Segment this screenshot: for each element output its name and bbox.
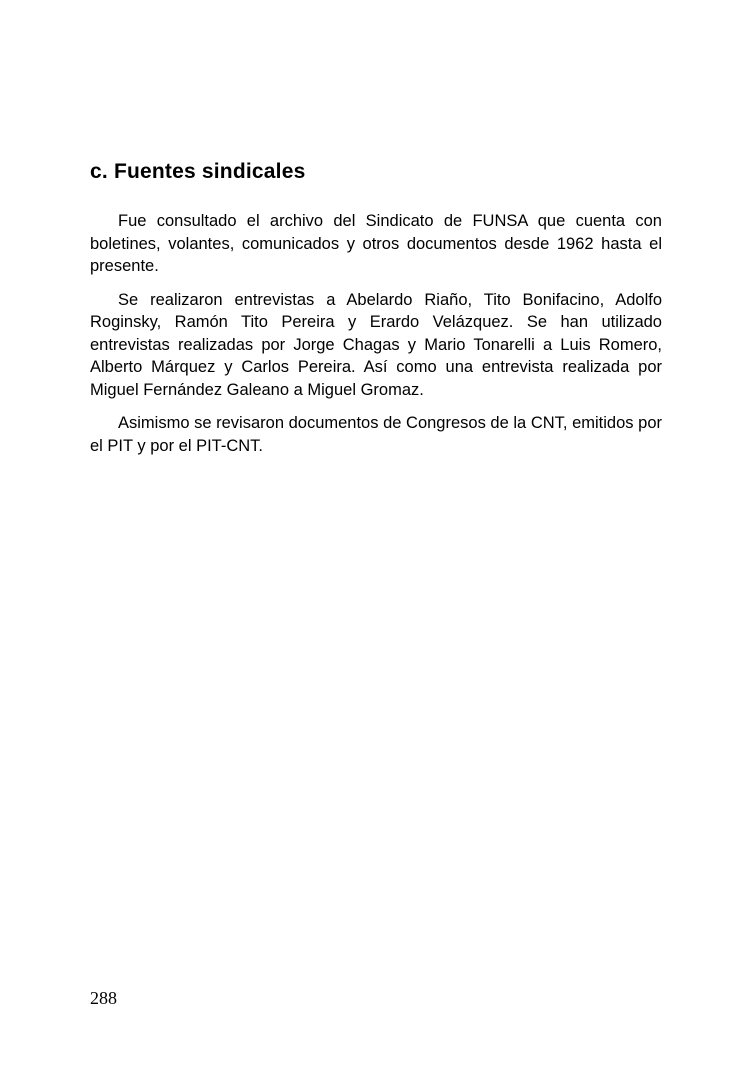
page-number: 288 xyxy=(90,988,117,1008)
paragraph: Asimismo se revisaron documentos de Congresos de la CNT, emitidos por el PIT y por el PIT-CNT. xyxy=(90,414,662,455)
section-heading: c. Fuentes sindicales xyxy=(90,160,306,183)
paragraph: Se realizaron entrevistas a Abelardo Riaño, Tito Bonifacino, Adolfo Roginsky, Ramón Tito Pereira y Erardo Velázquez. Se han utilizado entrevistas realizadas por Jorge Chagas y Mario Tonarelli a Luis Romero, Alberto Márquez y Carlos Pereira. Así como una entrevista realizada por Miguel Fernández Galeano a Miguel Gromaz. xyxy=(90,290,662,399)
section-body xyxy=(90,210,662,468)
paragraph: Fue consultado el archivo del Sindicato de FUNSA que cuenta con boletines, volantes, comunicados y otros documentos desde 1962 hasta el presente. xyxy=(90,212,662,275)
